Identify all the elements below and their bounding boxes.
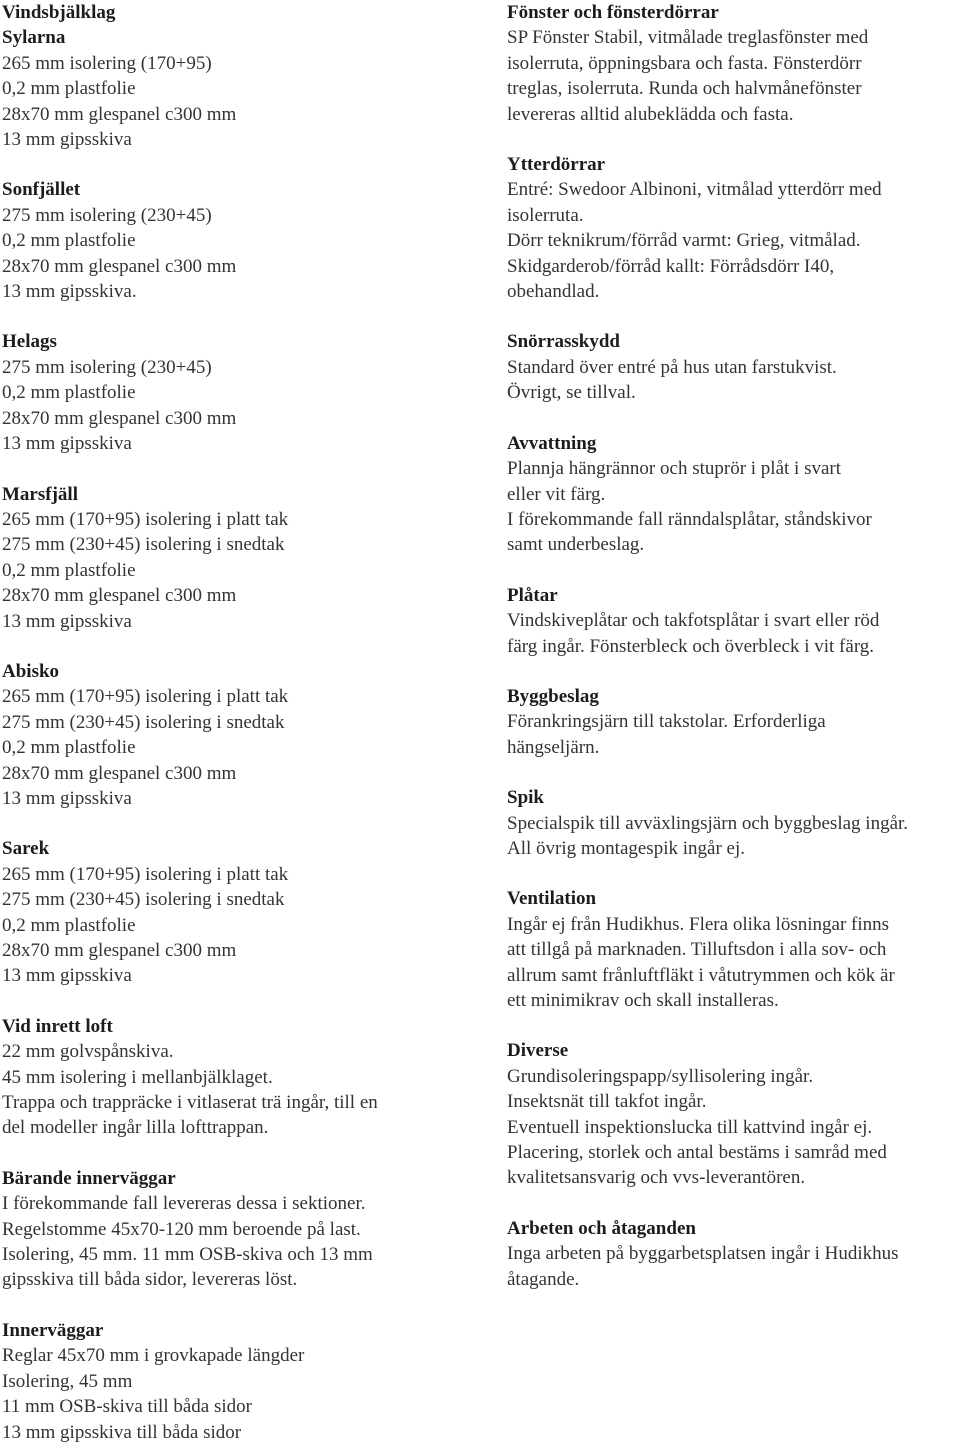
section-line: 265 mm (170+95) isolering i platt tak [2, 686, 289, 708]
section-fonster [507, 0, 957, 127]
section-line: 13 mm gipsskiva [2, 787, 132, 809]
section-line: All övrig montagespik ingår ej. [507, 837, 745, 859]
section-line: 13 mm gipsskiva [2, 965, 132, 987]
section-heading: Diverse [507, 1040, 569, 1062]
section-heading: Ventilation [507, 888, 597, 910]
section-line: treglas, isolerruta. Runda och halvmånefönster [507, 78, 862, 100]
section-heading: Arbeten och åtaganden [507, 1217, 696, 1239]
section-heading: Marsfjäll [2, 483, 78, 505]
section-abisko [2, 659, 470, 811]
section-sarek [2, 836, 470, 988]
section-vid-inrett-loft [2, 1014, 470, 1141]
section-line: 13 mm gipsskiva. [2, 281, 137, 303]
section-subheading: Sylarna [2, 27, 66, 49]
section-heading: Byggbeslag [507, 685, 599, 707]
section-line: SP Fönster Stabil, vitmålade treglasfönster med [507, 27, 869, 49]
section-line: 265 mm isolering (170+95) [2, 52, 212, 74]
section-platar [507, 583, 957, 659]
section-line: Förankringsjärn till takstolar. Erforderliga [507, 711, 826, 733]
section-line: Inga arbeten på byggarbetsplatsen ingår i Hudikhus [507, 1243, 899, 1265]
section-line: 0,2 mm plastfolie [2, 914, 136, 936]
section-line: Skidgarderob/förråd kallt: Förrådsdörr I40, [507, 255, 835, 277]
section-diverse [507, 1038, 957, 1190]
section-line: 28x70 mm glespanel c300 mm [2, 407, 237, 429]
section-line: 28x70 mm glespanel c300 mm [2, 255, 237, 277]
section-barande-innervaggar [2, 1166, 470, 1293]
section-snorrasskydd [507, 329, 957, 405]
section-spik [507, 785, 957, 861]
section-line: Grundisoleringspapp/syllisolering ingår. [507, 1065, 814, 1087]
section-avvattning [507, 431, 957, 558]
section-line: 0,2 mm plastfolie [2, 382, 136, 404]
section-line: Reglar 45x70 mm i grovkapade längder [2, 1345, 305, 1367]
section-line: 28x70 mm glespanel c300 mm [2, 940, 237, 961]
section-line: del modeller ingår lilla lofttrappan. [2, 1117, 269, 1139]
section-line: 45 mm isolering i mellanbjälklaget. [2, 1066, 273, 1088]
section-line: 11 mm OSB-skiva till båda sidor [2, 1396, 252, 1418]
section-line: gipsskiva till båda sidor, levereras löst. [2, 1269, 298, 1291]
section-heading: Fönster och fönsterdörrar [507, 2, 719, 23]
section-line: åtagande. [507, 1268, 580, 1290]
section-line: 13 mm gipsskiva [2, 129, 132, 151]
section-heading: Innerväggar [2, 1319, 104, 1341]
section-ventilation [507, 886, 957, 1013]
section-heading: Sarek [2, 838, 50, 860]
section-innervaggar [2, 1318, 470, 1445]
section-line: 275 mm isolering (230+45) [2, 204, 212, 226]
section-line: Isolering, 45 mm. 11 mm OSB-skiva och 13 mm [2, 1244, 373, 1266]
section-heading: Plåtar [507, 584, 558, 606]
section-line: Eventuell inspektionslucka till kattvind ingår ej. [507, 1116, 873, 1138]
section-line: 28x70 mm glespanel c300 mm [2, 103, 237, 125]
section-line: 0,2 mm plastfolie [2, 230, 136, 252]
section-line: Plannja hängrännor och stuprör i plåt i svart [507, 458, 842, 480]
section-line: ett minimikrav och skall installeras. [507, 990, 779, 1011]
section-vindsbjalklag-sylarna [2, 0, 470, 152]
section-line: 0,2 mm plastfolie [2, 737, 136, 759]
section-heading: Spik [507, 787, 544, 809]
section-line: I förekommande fall levereras dessa i sektioner. [2, 1193, 366, 1215]
section-line: kvalitetsansvarig och vvs-leverantören. [507, 1167, 806, 1189]
section-line: 0,2 mm plastfolie [2, 559, 136, 581]
section-line: 28x70 mm glespanel c300 mm [2, 762, 237, 784]
section-line: Standard över entré på hus utan farstukvist. [507, 356, 837, 378]
section-line: 28x70 mm glespanel c300 mm [2, 585, 237, 607]
section-line: 22 mm golvspånskiva. [2, 1041, 174, 1063]
section-line: Vindskiveplåtar och takfotsplåtar i svart eller röd [507, 610, 880, 632]
section-line: samt underbeslag. [507, 534, 645, 556]
section-line: 275 mm (230+45) isolering i snedtak [2, 534, 285, 556]
section-heading: Ytterdörrar [507, 154, 606, 176]
section-line: 13 mm gipsskiva [2, 610, 132, 632]
section-heading: Snörrasskydd [507, 331, 620, 353]
section-line: Övrigt, se tillval. [507, 382, 636, 404]
section-line: färg ingår. Fönsterbleck och överbleck i vit färg. [507, 635, 875, 657]
section-line: isolerruta, öppningsbara och fasta. Fönsterdörr [507, 52, 862, 74]
section-line: Regelstomme 45x70-120 mm beroende på last. [2, 1218, 361, 1240]
section-heading: Abisko [2, 660, 60, 682]
right-column [507, 0, 957, 1292]
section-line: Dörr teknikrum/förråd varmt: Grieg, vitmålad. [507, 230, 861, 252]
section-heading: Vid inrett loft [2, 1015, 113, 1037]
section-line: levereras alltid alubeklädda och fasta. [507, 103, 794, 125]
section-arbeten-och-ataganden [507, 1216, 957, 1292]
section-line: 13 mm gipsskiva [2, 433, 132, 455]
section-line: Specialspik till avväxlingsjärn och byggbeslag ingår. [507, 812, 909, 834]
section-line: I förekommande fall ränndalsplåtar, ståndskivor [507, 508, 872, 530]
section-line: 275 mm isolering (230+45) [2, 356, 212, 378]
section-ytterdorrar [507, 152, 957, 304]
section-heading: Avvattning [507, 432, 597, 454]
section-heading: Bärande innerväggar [2, 1167, 176, 1189]
section-helags [2, 329, 470, 456]
section-line: obehandlad. [507, 281, 600, 303]
section-line: 0,2 mm plastfolie [2, 78, 136, 100]
section-line: Ingår ej från Hudikhus. Flera olika lösningar finns [507, 913, 890, 935]
section-heading: Sonfjället [2, 179, 81, 201]
section-line: 275 mm (230+45) isolering i snedtak [2, 711, 285, 733]
section-line: allrum samt frånluftfläkt i våtutrymmen och kök är [507, 964, 895, 986]
section-marsfjall [2, 482, 470, 634]
section-line: 13 mm gipsskiva till båda sidor [2, 1421, 242, 1443]
section-heading: Helags [2, 331, 57, 353]
section-line: Isolering, 45 mm [2, 1370, 133, 1392]
section-line: 275 mm (230+45) isolering i snedtak [2, 889, 285, 911]
left-column [2, 0, 470, 1445]
section-line: Placering, storlek och antal bestäms i samråd med [507, 1142, 887, 1164]
section-line: Entré: Swedoor Albinoni, vitmålad ytterdörr med [507, 179, 882, 201]
section-line: hängseljärn. [507, 736, 600, 758]
section-line: eller vit färg. [507, 483, 606, 505]
section-line: att tillgå på marknaden. Tilluftsdon i alla sov- och [507, 939, 887, 961]
section-byggbeslag [507, 684, 957, 760]
section-line: 265 mm (170+95) isolering i platt tak [2, 508, 289, 530]
section-heading: Vindsbjälklag [2, 2, 116, 23]
section-line: Insektsnät till takfot ingår. [507, 1091, 707, 1113]
section-line: isolerruta. [507, 204, 584, 226]
section-line: Trappa och trappräcke i vitlaserat trä ingår, till en [2, 1092, 378, 1114]
section-line: 265 mm (170+95) isolering i platt tak [2, 863, 289, 885]
section-sonfjallet [2, 177, 470, 304]
